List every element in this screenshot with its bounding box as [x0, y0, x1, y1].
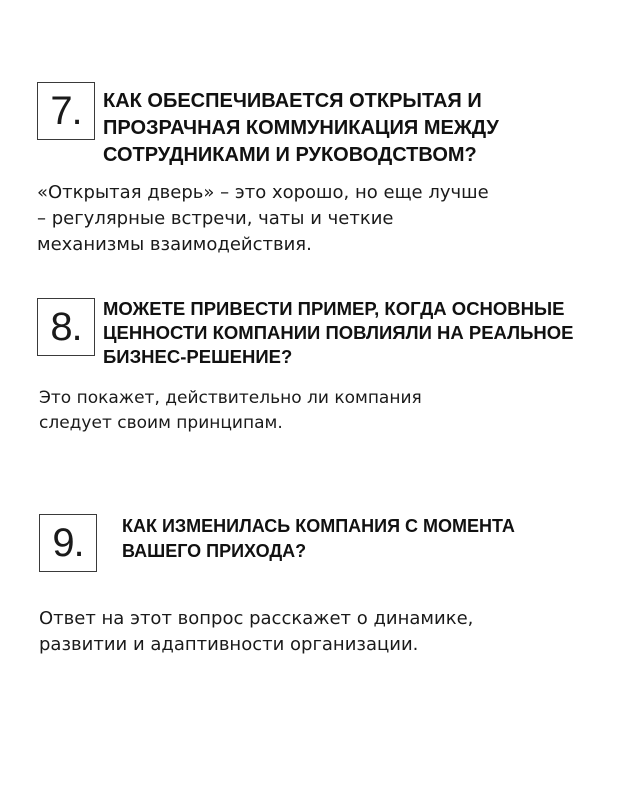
answer-line: развитии и адаптивности организации. [39, 634, 419, 655]
heading-line: КАК ОБЕСПЕЧИВАЕТСЯ ОТКРЫТАЯ И [103, 90, 482, 112]
heading-line: ПРОЗРАЧНАЯ КОММУНИКАЦИЯ МЕЖДУ [103, 117, 499, 139]
answer-text-9 [39, 606, 473, 658]
answer-text-8 [39, 386, 422, 436]
question-number-8: 8. [37, 298, 95, 356]
heading-line: КАК ИЗМЕНИЛАСЬ КОМПАНИЯ С МОМЕНТА [122, 516, 515, 536]
question-number-7: 7. [37, 82, 95, 140]
question-heading-8 [103, 297, 574, 369]
heading-line: МОЖЕТЕ ПРИВЕСТИ ПРИМЕР, КОГДА ОСНОВНЫЕ [103, 298, 565, 319]
answer-line: следует своим принципам. [39, 413, 283, 433]
answer-line: механизмы взаимодействия. [37, 234, 312, 255]
question-heading-9 [122, 514, 515, 564]
answer-line: «Открытая дверь» – это хорошо, но еще лучше [37, 182, 489, 203]
answer-text-7 [37, 180, 489, 258]
answer-line: Ответ на этот вопрос расскажет о динамике, [39, 608, 474, 629]
heading-line: ЦЕННОСТИ КОМПАНИИ ПОВЛИЯЛИ НА РЕАЛЬНОЕ [103, 322, 574, 343]
heading-line: ВАШЕГО ПРИХОДА? [122, 541, 307, 561]
heading-line: БИЗНЕС-РЕШЕНИЕ? [103, 346, 293, 367]
answer-line: – регулярные встречи, чаты и четкие [37, 208, 394, 229]
question-number-9: 9. [39, 514, 97, 572]
answer-line: Это покажет, действительно ли компания [39, 388, 422, 408]
question-heading-7 [103, 88, 499, 169]
heading-line: СОТРУДНИКАМИ И РУКОВОДСТВОМ? [103, 144, 477, 166]
